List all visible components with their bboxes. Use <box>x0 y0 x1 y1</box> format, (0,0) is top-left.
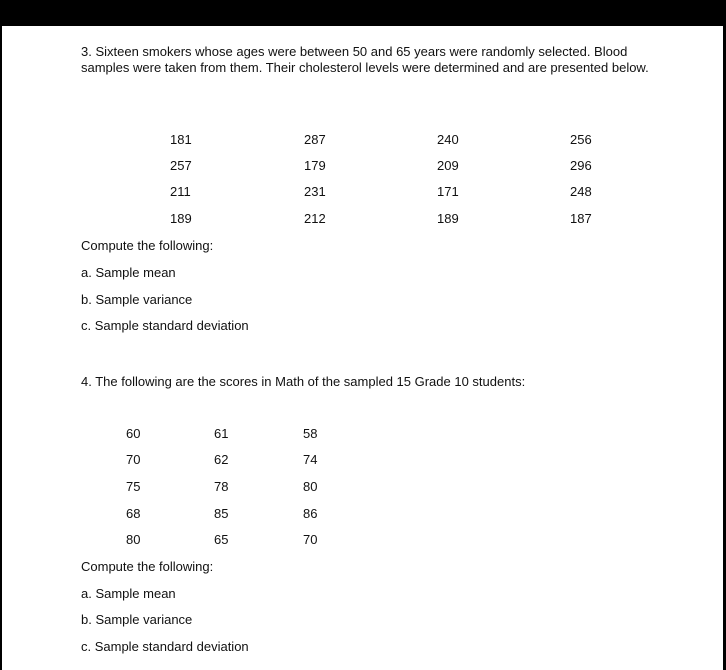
problem-4-statement: 4. The following are the scores in Math of the sampled 15 Grade 10 students: <box>81 374 526 389</box>
table-cell: 209 <box>437 158 459 173</box>
table-cell: 189 <box>170 211 192 226</box>
table-cell: 212 <box>304 211 326 226</box>
table-cell: 80 <box>126 532 141 547</box>
table-cell: 61 <box>214 426 229 441</box>
table-cell: 85 <box>214 506 229 521</box>
table-cell: 68 <box>126 506 141 521</box>
table-cell: 74 <box>303 452 318 467</box>
compute-heading: Compute the following: <box>81 559 214 574</box>
table-cell: 257 <box>170 158 192 173</box>
problem-3-statement: 3. Sixteen smokers whose ages were between 50 and 65 years were randomly selected. Blood samples were taken from them. Their cholesterol levels were determined and are presented below. <box>81 44 649 75</box>
table-cell: 70 <box>303 532 318 547</box>
table-cell: 296 <box>570 158 592 173</box>
table-cell: 189 <box>437 211 459 226</box>
table-cell: 80 <box>303 479 318 494</box>
table-cell: 231 <box>304 184 326 199</box>
table-cell: 240 <box>437 132 459 147</box>
table-cell: 70 <box>126 452 141 467</box>
list-item: c. Sample standard deviation <box>81 318 249 333</box>
table-cell: 211 <box>170 184 191 199</box>
table-cell: 65 <box>214 532 229 547</box>
list-item: b. Sample variance <box>81 292 193 307</box>
list-item: a. Sample mean <box>81 586 176 601</box>
top-black-bar <box>0 0 726 26</box>
table-cell: 86 <box>303 506 318 521</box>
table-cell: 187 <box>570 211 592 226</box>
table-cell: 287 <box>304 132 326 147</box>
table-cell: 60 <box>126 426 141 441</box>
table-cell: 62 <box>214 452 229 467</box>
table-cell: 75 <box>126 479 141 494</box>
table-cell: 78 <box>214 479 229 494</box>
table-cell: 179 <box>304 158 326 173</box>
table-cell: 248 <box>570 184 592 199</box>
compute-heading: Compute the following: <box>81 238 214 253</box>
list-item: a. Sample mean <box>81 265 176 280</box>
table-cell: 256 <box>570 132 592 147</box>
list-item: c. Sample standard deviation <box>81 639 249 654</box>
table-cell: 181 <box>170 132 192 147</box>
table-cell: 171 <box>437 184 459 199</box>
list-item: b. Sample variance <box>81 612 193 627</box>
table-cell: 58 <box>303 426 318 441</box>
left-edge-bar <box>0 0 2 670</box>
